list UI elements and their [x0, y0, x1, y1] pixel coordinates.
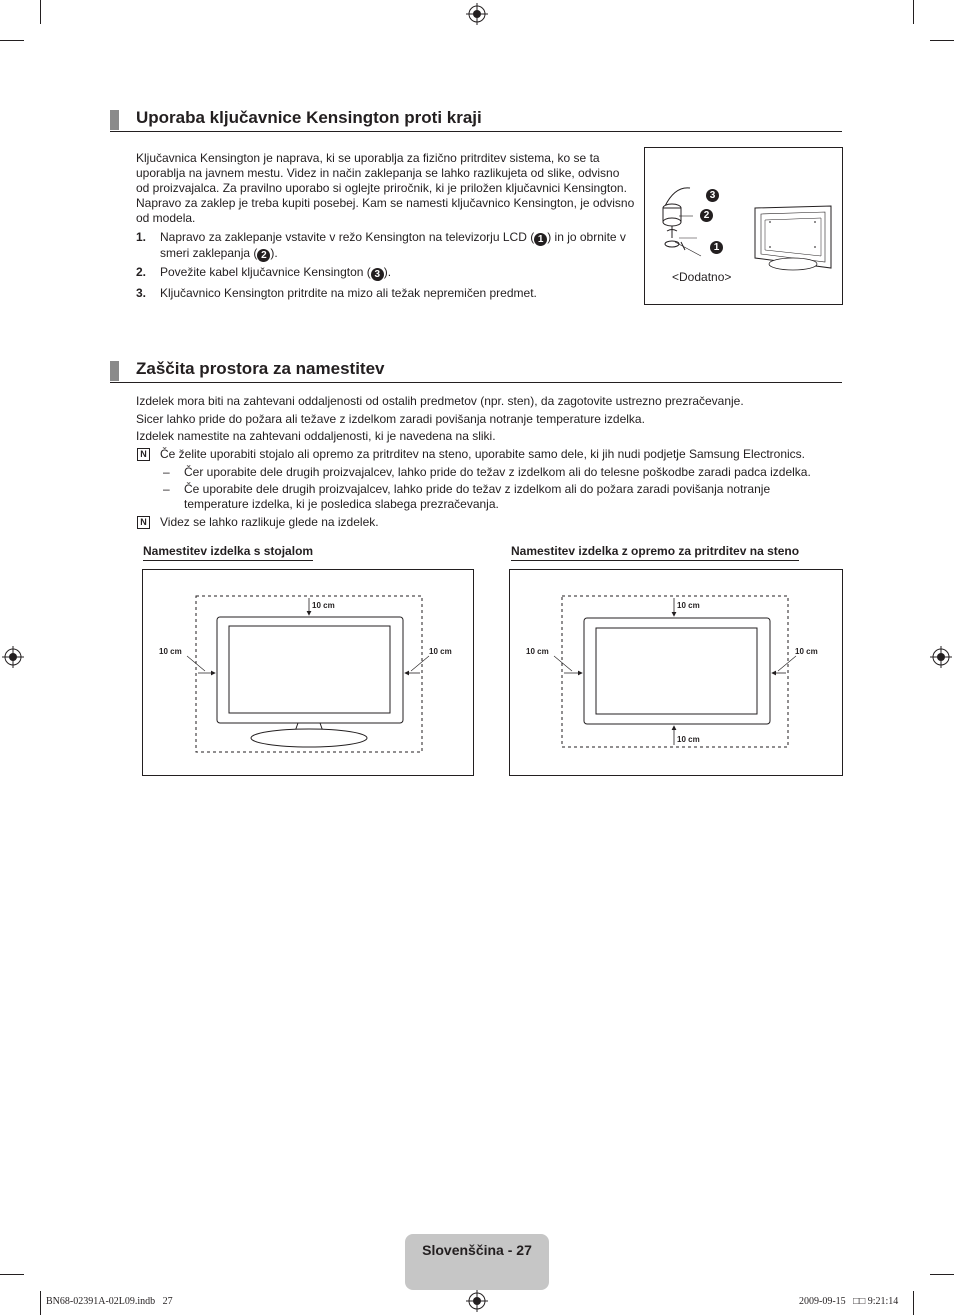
- crop-mark: [40, 0, 41, 24]
- tv-stand-clearance-diagram: [143, 570, 473, 775]
- section-title: Zaščita prostora za namestitev: [136, 359, 385, 378]
- distance-label-right: 10 cm: [429, 647, 452, 656]
- intro-paragraph: Ključavnica Kensington je naprava, ki se uporablja za fizično pritrditev sistema, ko se ta uporablja na javnem mestu. Videz in način zaklepanja se lahko razlikujeta od slike, odvisno od proizvajalca. Za pravilno uporabo si oglejte priročnik, ki je priložen ključavnici Kensington. Napravo za zaklep je treba kupiti posebej. Kam se namesti ključavnico Kensington, je odvisno od modela.: [136, 151, 635, 225]
- number-badge-icon: 3: [706, 189, 719, 202]
- number-badge-icon: 3: [371, 268, 384, 281]
- note-icon: N: [137, 448, 150, 461]
- wall-mount-installation-figure: [509, 569, 843, 776]
- tv-wall-mount-clearance-diagram: [510, 570, 842, 775]
- file-info: BN68-02391A-02L09.indb 27: [46, 1296, 173, 1307]
- step-text-part: ) in jo obrnite v smeri zaklepanja (: [160, 230, 626, 260]
- dash-bullet: –: [163, 482, 170, 496]
- section-heading-installation-space: [110, 360, 842, 383]
- crop-mark: [930, 1274, 954, 1275]
- registration-mark-icon: [2, 646, 24, 668]
- stand-installation-figure: [142, 569, 474, 776]
- number-badge-icon: 1: [534, 233, 547, 246]
- step-number: 2.: [136, 265, 147, 279]
- note-text: Videz se lahko razlikuje glede na izdelek.: [160, 515, 379, 529]
- step-text-part: Povežite kabel ključavnice Kensington (: [160, 265, 371, 279]
- registration-mark-icon: [466, 3, 488, 25]
- heading-bar: [110, 361, 119, 381]
- registration-mark-icon: [930, 646, 952, 668]
- kensington-lock-illustration: [655, 176, 835, 276]
- section-title: Uporaba ključavnice Kensington proti kraji: [136, 108, 482, 127]
- figure-caption: <Dodatno>: [672, 270, 732, 284]
- step-number: 3.: [136, 286, 147, 300]
- distance-label-left: 10 cm: [159, 647, 182, 656]
- paragraph: Izdelek mora biti na zahtevani oddaljenosti od ostalih predmetov (npr. sten), da zagotovite ustrezno prezračevanje.: [136, 394, 744, 408]
- step-number: 1.: [136, 230, 147, 244]
- sub-bullet-text: temperature izdelka, ki je posledica slabega prezračevanja.: [184, 497, 499, 511]
- crop-mark: [0, 40, 24, 41]
- note-icon: N: [137, 516, 150, 529]
- heading-bar: [110, 110, 119, 130]
- crop-mark: [913, 0, 914, 24]
- registration-mark-icon: [466, 1290, 488, 1312]
- page-label: Slovenščina - 27: [422, 1242, 532, 1258]
- paragraph: Sicer lahko pride do požara ali težave z izdelkom zaradi povišanja notranje temperature izdelka.: [136, 412, 645, 426]
- step-text: [160, 265, 640, 281]
- page-number-badge: [405, 1234, 549, 1290]
- number-badge-icon: 2: [257, 249, 270, 262]
- crop-mark: [0, 1274, 24, 1275]
- distance-label-left: 10 cm: [526, 647, 549, 656]
- crop-mark: [930, 40, 954, 41]
- distance-label-top: 10 cm: [312, 601, 335, 610]
- step-text: Ključavnico Kensington pritrdite na mizo ali težak nepremičen predmet.: [160, 286, 537, 300]
- step-text-part: ).: [383, 265, 392, 279]
- kensington-figure: [644, 147, 843, 305]
- figure-title-wall-mount: Namestitev izdelka z opremo za pritrditev na steno: [511, 544, 799, 561]
- sub-bullet-text: Čer uporabite dele drugih proizvajalcev, lahko pride do težav z izdelkom ali do telesne poškodbe zaradi padca izdelka.: [184, 465, 811, 479]
- distance-label-right: 10 cm: [795, 647, 818, 656]
- sub-bullet-text: Če uporabite dele drugih proizvajalcev, lahko pride do težav z izdelkom ali do požara zaradi povišanja notranje: [184, 482, 771, 496]
- dash-bullet: –: [163, 465, 170, 479]
- crop-mark: [913, 1291, 914, 1315]
- number-badge-icon: 2: [700, 209, 713, 222]
- step-text: [160, 230, 640, 262]
- crop-mark: [40, 1291, 41, 1315]
- paragraph: Izdelek namestite na zahtevani oddaljenosti, ki je navedena na sliki.: [136, 429, 496, 443]
- distance-label-bottom: 10 cm: [677, 735, 700, 744]
- section-heading-kensington: [110, 109, 842, 132]
- step-text-part: ).: [270, 246, 278, 260]
- number-badge-icon: 1: [710, 241, 723, 254]
- print-datetime: 2009-09-15 □□ 9:21:14: [799, 1296, 899, 1307]
- note-text: Če želite uporabiti stojalo ali opremo za pritrditev na steno, uporabite samo dele, ki jih nudi podjetje Samsung Electronics.: [160, 447, 806, 461]
- figure-title-stand: Namestitev izdelka s stojalom: [143, 544, 313, 561]
- step-text-part: Napravo za zaklepanje vstavite v režo Kensington na televizorju LCD (: [160, 230, 535, 244]
- distance-label-top: 10 cm: [677, 601, 700, 610]
